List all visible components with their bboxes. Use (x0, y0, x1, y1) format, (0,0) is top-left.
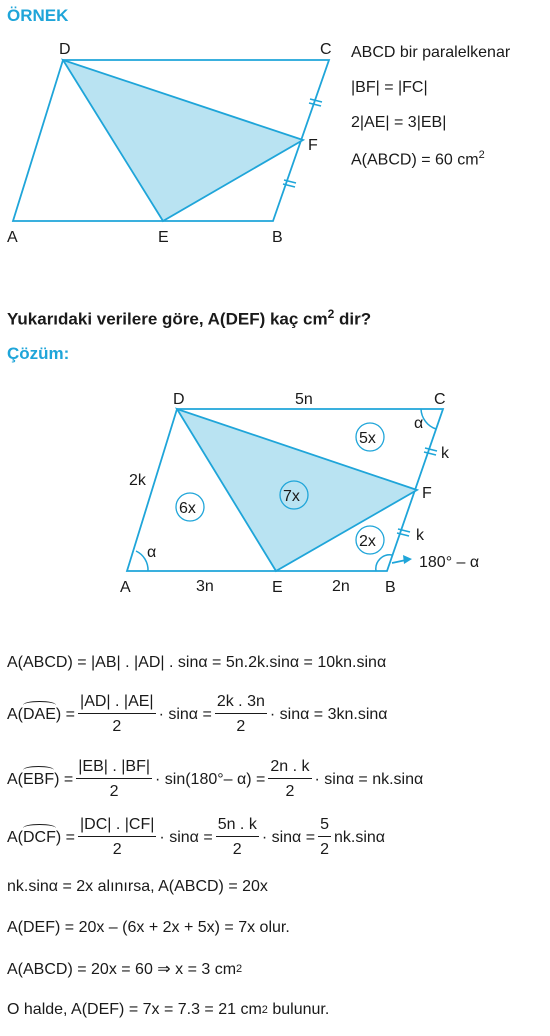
solution-line-5: nk.sinα = 2x alınırsa, A(ABCD) = 20x (7, 878, 268, 895)
area-7x: 7x (283, 488, 300, 505)
vertex-c: C (434, 391, 446, 408)
label-5n: 5n (295, 391, 313, 408)
label-exterior-angle: 180° – α (419, 554, 480, 571)
solution-line-4: A( DCF ) = $\frac{|DC| . |CF|}{2}$ · sinα = $\frac{5n . k}{2}$ · sinα = $\frac{5}{2}$ nk.sinα (7, 816, 386, 858)
vertex-b: B (272, 229, 283, 246)
solution-line-2: A( DAE ) = $\frac{|AD| . |AE|}{2}$ · sinα = $\frac{2k . 3n}{2}$ · sinα = 3kn.sinα (7, 693, 388, 735)
label-2k: 2k (129, 472, 146, 489)
label-k-fb: k (416, 527, 424, 544)
given-2: |BF| = |FC| (351, 79, 428, 96)
solution-line-7: A(ABCD) = 20x = 60 ⇒ x = 3 cm 2 (7, 961, 243, 978)
label-3n: 3n (196, 578, 214, 595)
angle-c-arc (421, 409, 436, 429)
solution-figure (0, 380, 550, 610)
vertex-f: F (422, 485, 432, 502)
label-2n: 2n (332, 578, 350, 595)
label-alpha-a: α (147, 544, 157, 561)
example-header: ÖRNEK (7, 6, 69, 25)
solution-line-8: O halde, A(DEF) = 7x = 7.3 = 21 cm 2 bulunur. (7, 1001, 330, 1018)
area-6x: 6x (179, 500, 196, 517)
vertex-c: C (320, 41, 332, 58)
area-2x: 2x (359, 533, 376, 550)
given-3: 2|AE| = 3|EB| (351, 114, 447, 131)
vertex-f: F (308, 137, 318, 154)
vertex-e: E (272, 579, 283, 596)
vertex-d: D (173, 391, 185, 408)
solution-line-6: A(DEF) = 20x – (6x + 2x + 5x) = 7x olur. (7, 919, 290, 936)
solution-line-1: A(ABCD) = |AB| . |AD| . sinα = 5n.2k.sinα = 10kn.sinα (7, 654, 387, 671)
solution-header: Çözüm: (7, 344, 70, 363)
vertex-b: B (385, 579, 396, 596)
vertex-e: E (158, 229, 169, 246)
area-5x: 5x (359, 430, 376, 447)
vertex-a: A (7, 229, 18, 246)
given-1: ABCD bir paralelkenar (351, 44, 511, 61)
given-4: A(ABCD) = 60 $cm^2$ (351, 149, 485, 169)
example-figure (0, 30, 340, 250)
triangle-def (63, 60, 303, 221)
label-k-cf: k (441, 445, 449, 462)
vertex-d: D (59, 41, 71, 58)
label-alpha-c: α (414, 415, 424, 432)
solution-line-3: A( EBF ) = $\frac{|EB| . |BF|}{2}$ · sin(180°– α) = $\frac{2n . k}{2}$ · sinα = nk.sinα (7, 758, 424, 800)
vertex-a: A (120, 579, 131, 596)
question: Yukarıdaki verilere göre, A(DEF) kaç $cm^2$ dir? (7, 307, 372, 329)
